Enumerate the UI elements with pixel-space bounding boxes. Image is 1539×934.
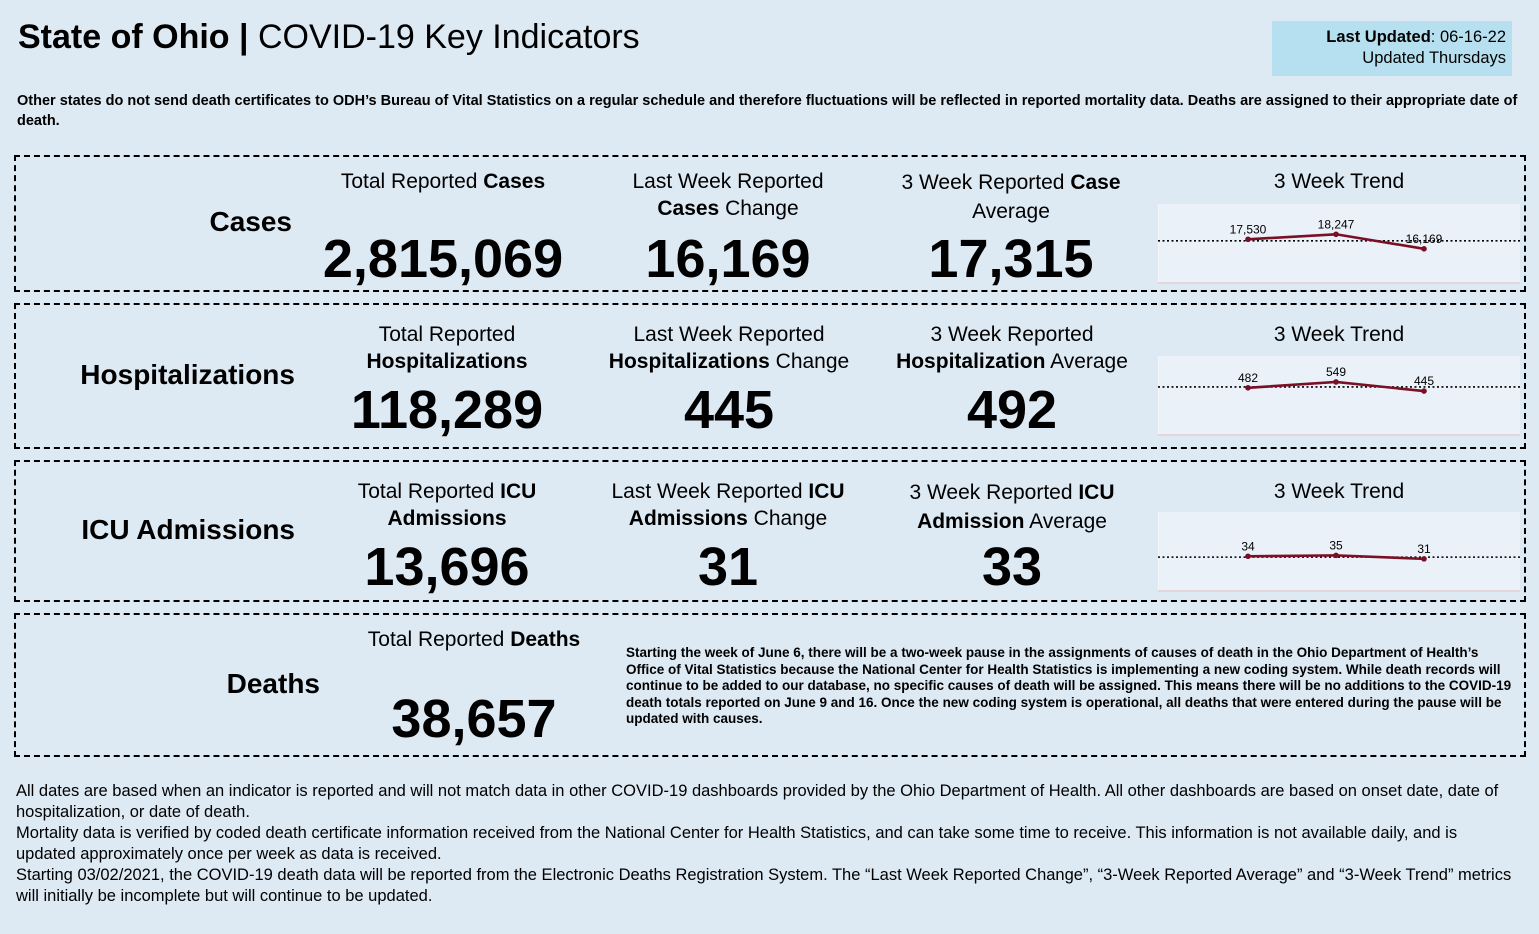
cases-row-title: Cases [209,206,292,237]
cases-change-value: 16,169 [645,229,811,289]
label-text: Total Reported [367,628,511,651]
cases-trend-point [1421,246,1427,252]
footer-note-dates: All dates are based when an indicator is reported and will not match data in other COVID-19 dashboards provided by the Ohio Department of Health. All other dashboards are based on onset date, date of hospitalization, or date of death. [16,782,1499,821]
label-line: Last Week Reported [633,323,825,346]
label-line: Total Reported [378,323,516,346]
cases-data-label: 18,247 [1317,217,1355,232]
hosp-total-label [305,321,589,375]
hosp-trend-chart [1158,356,1520,436]
label-text: Total Reported [357,480,501,503]
hosp-data-label: 445 [1413,374,1435,389]
footer-note-mortality: Mortality data is verified by coded death certificate information received from the National Center for Health Statistics, and can take some time to receive. This information is not available daily, and is updated approximately once per week as data is received. [16,824,1458,863]
cases-plot-area [1158,204,1520,284]
last-updated-value: : 06-16-22 [1430,28,1506,46]
cases-data-label: 17,530 [1229,222,1267,237]
icu-average-label [872,478,1152,536]
hosp-total-value: 118,289 [350,380,544,440]
deaths-total-value: 38,657 [391,689,557,749]
title-subject: COVID-19 Key Indicators [257,18,640,56]
last-updated-badge [1272,21,1512,76]
icu-trend-point [1333,553,1339,559]
icu-row-title: ICU Admissions [81,514,295,545]
label-text: Average [1024,510,1107,533]
deaths-total-label [330,626,618,653]
label-bold: Cases [657,197,720,220]
hosp-trend-svg [1158,356,1520,436]
label-bold: Deaths [510,628,581,651]
hosp-data-label: 549 [1325,364,1347,379]
label-bold: Admissions [628,507,748,530]
label-text: Change [769,350,850,373]
cases-average-value: 17,315 [928,229,1094,289]
hosp-average-label [872,321,1152,375]
hosp-change-label [590,321,868,375]
label-bold: ICU [500,480,537,503]
label-line: Last Week Reported [632,170,824,193]
label-text: 3 Week Reported [901,171,1071,194]
hospitalizations-row-title: Hospitalizations [80,359,295,390]
label-bold: ICU [808,480,845,503]
cases-trend-svg [1158,204,1520,284]
label-line: Average [972,200,1050,223]
hosp-trend-point [1333,379,1339,385]
death-certificate-notice: Other states do not send death certificates to ODH’s Bureau of Vital Statistics on a regular schedule and therefore fluctuations will be reflected in reported mortality data. Deaths are assigned to their appropriate date of death. [17,93,1518,129]
hosp-average-value: 492 [966,380,1058,440]
footer-note-edrs: Starting 03/02/2021, the COVID-19 death data will be reported from the Electronic Deaths Registration System. The “Last Week Reported Change”, “3-Week Reported Average” and “3-Week Trend” metrics will initially be incomplete but will continue to be updated. [16,866,1512,905]
hosp-trend-title: 3 Week Trend [1273,323,1405,346]
label-bold: Hospitalization [896,350,1046,373]
icu-trend-chart [1158,512,1520,592]
last-updated-label: Last Updated [1326,28,1431,46]
icu-trend-title: 3 Week Trend [1273,480,1405,503]
hosp-change-value: 445 [683,380,775,440]
deaths-coding-pause-note: Starting the week of June 6, there will be a two-week pause in the assignments of causes of death in the Ohio Department of Health’s Office of Vital Statistics because the National Center for Health Statistics is implementing a new coding system. While death records will continue to be added to our database, no specific causes of death will be assigned. This means there will be no additions to the COVID-19 death totals reported on June 9 and 16. Once the new coding system is operational, all deaths that were entered during the pause will be updated with causes. [626,645,1512,726]
cases-trend-point [1245,236,1251,242]
hosp-trend-point [1245,385,1251,391]
cases-trend-title: 3 Week Trend [1273,170,1405,193]
icu-average-value: 33 [981,537,1043,597]
label-text: Total Reported [340,170,484,193]
icu-change-value: 31 [697,537,759,597]
cases-data-label: 16,169 [1405,231,1443,246]
label-bold: Hospitalizations [366,350,528,373]
cases-total-value: 2,815,069 [322,229,564,289]
label-text: Average [1045,350,1128,373]
cases-change-label [593,168,863,222]
cases-average-label [876,168,1146,226]
label-bold: Hospitalizations [608,350,770,373]
icu-change-label [590,478,866,532]
icu-data-label: 34 [1241,539,1255,554]
icu-data-label: 35 [1329,538,1343,553]
label-line: 3 Week Reported [930,323,1094,346]
label-bold: ICU [1078,481,1115,504]
cases-total-label [300,168,586,195]
icu-data-label: 31 [1417,541,1431,556]
label-text: Change [719,197,799,220]
label-text: Change [747,507,828,530]
icu-trend-svg [1158,512,1520,592]
cases-trend-chart [1158,204,1520,284]
icu-trend-point [1421,556,1427,562]
label-bold: Admissions [387,507,507,530]
label-bold: Case [1070,171,1121,194]
icu-total-value: 13,696 [364,537,530,597]
label-text: 3 Week Reported [909,481,1079,504]
page-title [18,18,640,57]
title-state: State of Ohio | [18,18,249,56]
footer-notes [16,781,1516,907]
icu-trend-point [1245,553,1251,559]
icu-total-label [305,478,589,532]
label-bold: Cases [483,170,546,193]
hosp-data-label: 482 [1237,370,1259,385]
update-schedule: Updated Thursdays [1362,49,1506,67]
deaths-row-title: Deaths [226,668,320,699]
label-text: Last Week Reported [611,480,809,503]
cases-trend-point [1333,231,1339,237]
hosp-trend-point [1421,388,1427,394]
label-bold: Admission [917,510,1025,533]
